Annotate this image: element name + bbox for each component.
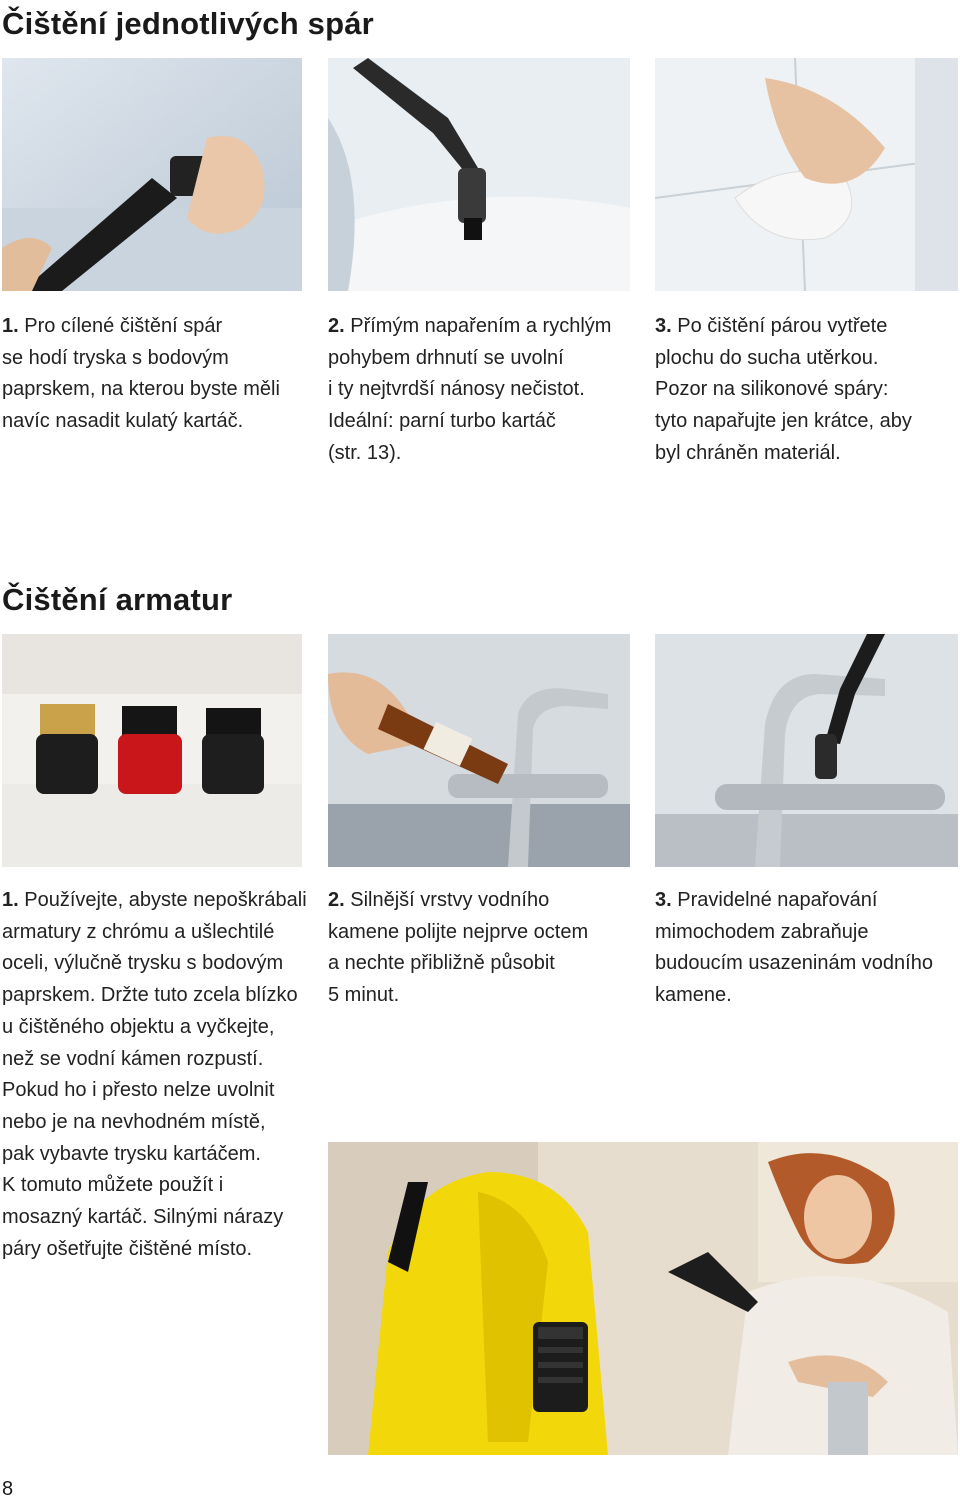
step-number: 2.: [328, 315, 345, 337]
caption-line: paprskem, na kterou byste měli: [2, 378, 280, 401]
photo-steam-nozzle-sink: [328, 58, 630, 291]
caption-line: a nechte přibližně působit: [328, 952, 555, 975]
step-number: 1.: [2, 889, 19, 911]
section-heading-joints: Čištění jednotlivých spár: [2, 6, 374, 41]
caption-line: navíc nasadit kulatý kartáč.: [2, 410, 244, 433]
step-number: 3.: [655, 889, 672, 911]
caption-line: armatury z chrómu a ušlechtilé: [2, 920, 275, 943]
photo-three-round-brushes: [2, 634, 302, 867]
caption-line: Pravidelné napařování: [677, 889, 878, 911]
caption-line: Používejte, abyste nepoškrábali: [24, 889, 307, 911]
caption-joints-2: [328, 311, 611, 470]
caption-joints-3: [655, 311, 912, 470]
step-number: 2.: [328, 889, 345, 911]
caption-line: oceli, výlučně trysku s bodovým: [2, 952, 284, 975]
photo-vinegar-on-faucet: [328, 634, 630, 867]
caption-line: paprskem. Držte tuto zcela blízko: [2, 984, 298, 1007]
caption-line: nebo je na nevhodném místě,: [2, 1110, 266, 1133]
photo-wiping-tiles-cloth: [655, 58, 958, 291]
step-number: 1.: [2, 315, 19, 337]
caption-line: než se vodní kámen rozpustí.: [2, 1047, 264, 1070]
caption-line: (str. 13).: [328, 441, 402, 464]
photo-brush-nozzle-hand: [2, 58, 302, 291]
caption-faucets-1: [2, 885, 307, 1265]
caption-line: Pro cílené čištění spár: [24, 315, 223, 337]
caption-line: Silnější vrstvy vodního: [350, 889, 550, 911]
photo-woman-with-steam-cleaner: [328, 1142, 958, 1455]
photo-steam-on-faucet: [655, 634, 958, 867]
caption-faucets-3: [655, 885, 933, 1012]
caption-line: K tomuto můžete použít i: [2, 1174, 224, 1197]
caption-line: Přímým napařením a rychlým: [350, 315, 612, 337]
caption-line: Pozor na silikonové spáry:: [655, 378, 889, 401]
section-heading-faucets: Čištění armatur: [2, 582, 233, 617]
step-number: 3.: [655, 315, 672, 337]
caption-line: mimochodem zabraňuje: [655, 920, 869, 943]
caption-faucets-2: [328, 885, 588, 1012]
caption-line: budoucím usazeninám vodního: [655, 952, 933, 975]
caption-line: byl chráněn materiál.: [655, 441, 841, 464]
caption-line: tyto napařujte jen krátce, aby: [655, 410, 912, 433]
caption-line: mosazný kartáč. Silnými nárazy: [2, 1206, 284, 1229]
caption-line: páry ošetřujte čištěné místo.: [2, 1237, 253, 1260]
caption-line: plochu do sucha utěrkou.: [655, 346, 879, 369]
caption-line: pohybem drhnutí se uvolní: [328, 346, 564, 369]
page-number: 8: [2, 1478, 14, 1500]
caption-line: 5 minut.: [328, 984, 400, 1007]
caption-line: i ty nejtvrdší nánosy nečistot.: [328, 378, 585, 401]
caption-line: u čištěného objektu a vyčkejte,: [2, 1015, 275, 1038]
caption-line: kamene polijte nejprve octem: [328, 920, 589, 943]
caption-line: Po čištění párou vytřete: [677, 315, 888, 337]
caption-joints-1: [2, 311, 280, 438]
caption-line: Pokud ho i přesto nelze uvolnit: [2, 1079, 275, 1102]
caption-line: kamene.: [655, 984, 732, 1007]
caption-line: pak vybavte trysku kartáčem.: [2, 1142, 261, 1165]
caption-line: se hodí tryska s bodovým: [2, 346, 229, 369]
caption-line: Ideální: parní turbo kartáč: [328, 410, 556, 433]
